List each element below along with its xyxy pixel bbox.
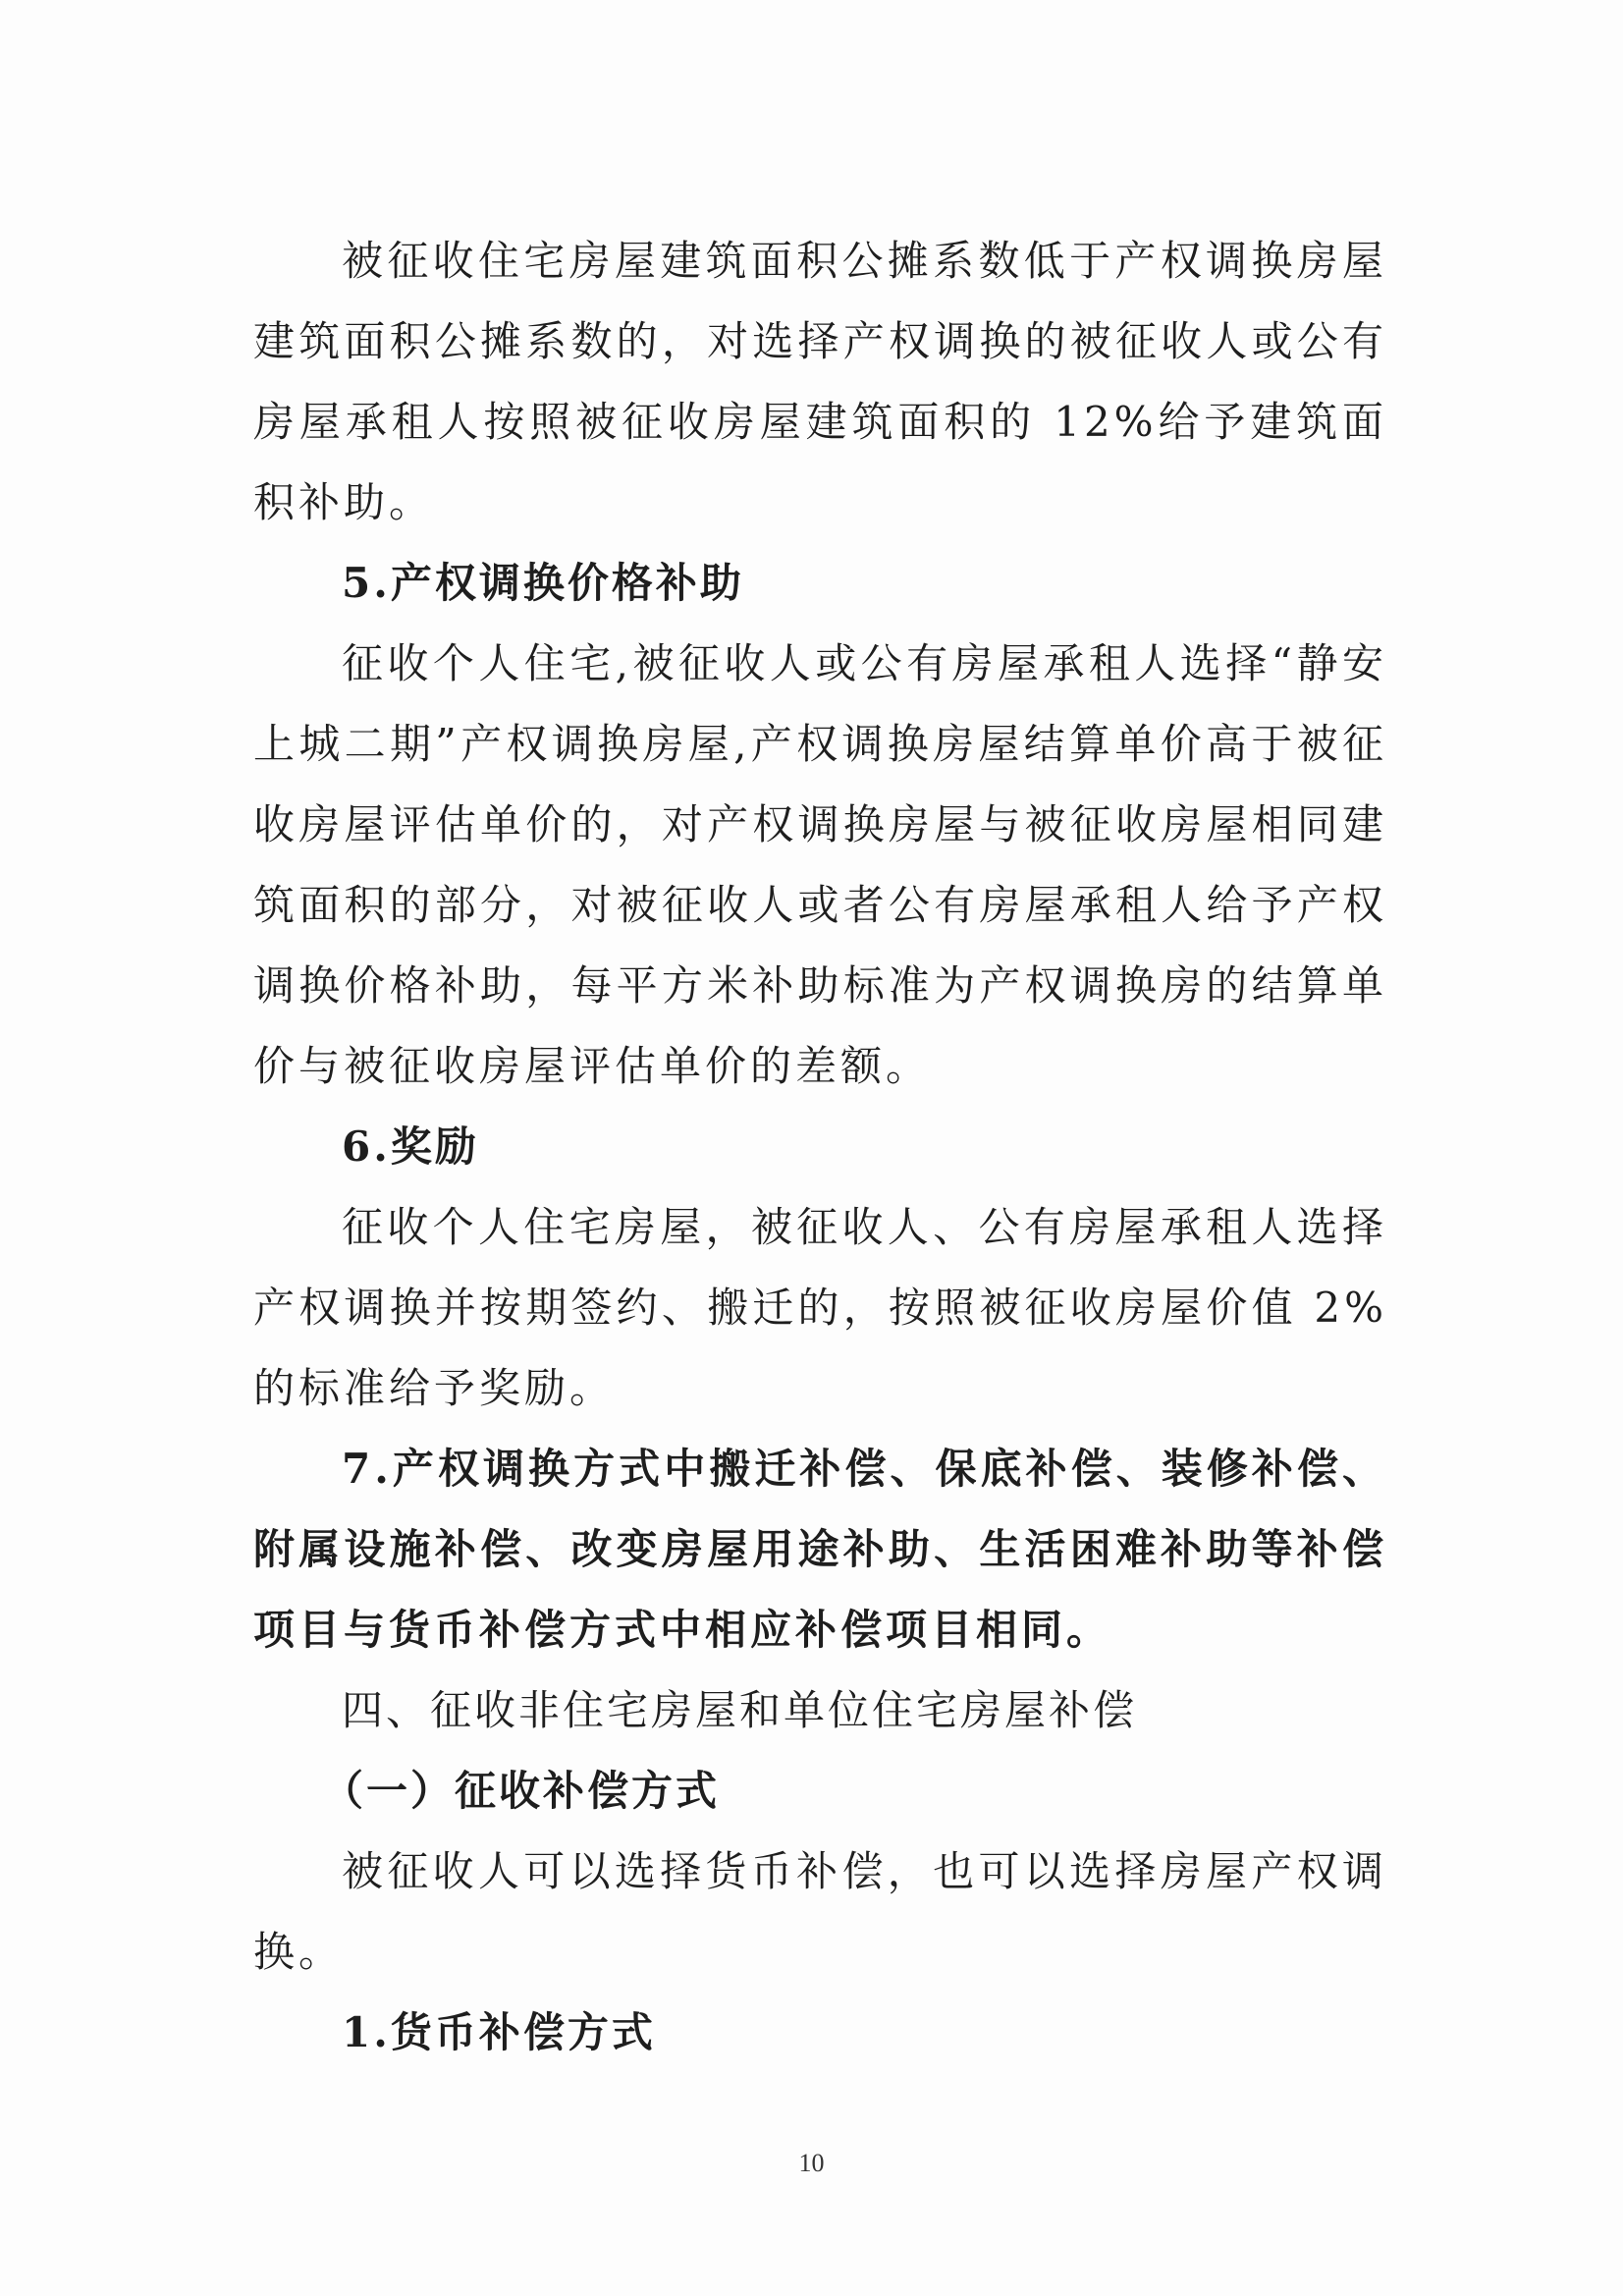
paragraph-reward: 征收个人住宅房屋，被征收人、公有房屋承租人选择产权调换并按期签约、搬迁的，按照被征收房屋价值 2%的标准给予奖励。 — [253, 1203, 1387, 1412]
heading-monetary-compensation: 1.货币补偿方式 — [342, 2008, 656, 2056]
paragraph-price-subsidy: 征收个人住宅,被征收人或公有房屋承租人选择“静安上城二期”产权调换房屋,产权调换房屋结算单价高于被征收房屋评估单价的，对产权调换房屋与被征收房屋相同建筑面积的部分，对被征收人或者公有房屋承租人给予产权调换价格补助，每平方米补助标准为产权调换房的结算单价与被征收房屋评估单价的差额。 — [253, 639, 1387, 1090]
page-number: 10 — [798, 2149, 825, 2177]
paragraph-compensation-choice: 被征收人可以选择货币补偿，也可以选择房屋产权调换。 — [253, 1847, 1387, 1976]
heading-reward: 6.奖励 — [342, 1122, 479, 1171]
paragraph-area-subsidy: 被征收住宅房屋建筑面积公摊系数低于产权调换房屋建筑面积公摊系数的，对选择产权调换的被征收人或公有房屋承租人按照被征收房屋建筑面积的 12%给予建筑面积补助。 — [253, 237, 1387, 526]
section-title-non-residential: 四、征收非住宅房屋和单位住宅房屋补偿 — [342, 1686, 1138, 1734]
document-body — [253, 221, 1387, 2073]
paragraph-compensation-items: 7.产权调换方式中搬迁补偿、保底补偿、装修补偿、附属设施补偿、改变房屋用途补助、生活困难补助等补偿项目与货币补偿方式中相应补偿项目相同。 — [253, 1445, 1387, 1654]
heading-price-subsidy: 5.产权调换价格补助 — [342, 559, 744, 607]
heading-compensation-method: （一）征收补偿方式 — [322, 1767, 721, 1815]
